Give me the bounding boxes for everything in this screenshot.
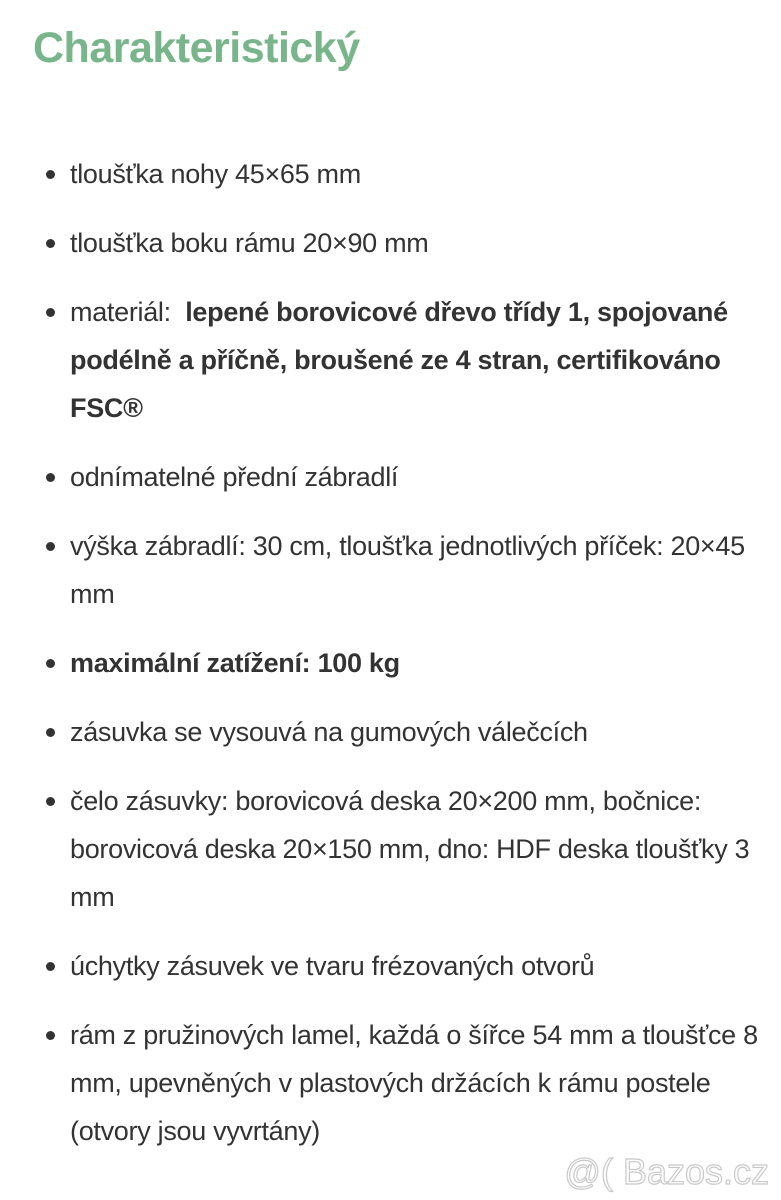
bullet-icon bbox=[46, 659, 55, 668]
spec-item-drawer-rollers bbox=[0, 708, 781, 756]
spec-text: maximální zatížení: 100 kg bbox=[70, 648, 400, 678]
spec-item-slatted-frame bbox=[0, 1011, 781, 1155]
spec-item-rail-height bbox=[0, 522, 781, 618]
bullet-icon bbox=[46, 728, 55, 737]
spec-item-drawer-handles bbox=[0, 942, 781, 990]
spec-label: materiál: bbox=[70, 297, 186, 327]
bullet-icon bbox=[46, 239, 55, 248]
bullet-icon bbox=[46, 170, 55, 179]
section-heading: Charakteristický bbox=[33, 24, 360, 72]
spec-item-max-load bbox=[0, 639, 781, 687]
spec-text: zásuvka se vysouvá na gumových válečcích bbox=[70, 717, 588, 747]
bullet-icon bbox=[46, 962, 55, 971]
spec-text: lepené borovicové dřevo třídy 1, spojované podélně a příčně, broušené ze 4 stran, certifikováno FSC® bbox=[70, 297, 728, 423]
spec-item-frame-side-thickness bbox=[0, 219, 781, 267]
bullet-icon bbox=[46, 308, 55, 317]
spec-item-material bbox=[0, 288, 781, 432]
bullet-icon bbox=[46, 473, 55, 482]
spec-text: tloušťka nohy 45×65 mm bbox=[70, 159, 361, 189]
spec-list bbox=[0, 150, 781, 1176]
bullet-icon bbox=[46, 797, 55, 806]
bazos-watermark: @( Bazos.cz bbox=[564, 1151, 769, 1192]
spec-text: rám z pružinových lamel, každá o šířce 54 mm a tloušťce 8 mm, upevněných v plastových držácích k rámu postele (otvory jsou vyvrtány) bbox=[70, 1020, 758, 1146]
spec-item-drawer-boards bbox=[0, 777, 781, 921]
spec-item-removable-rail bbox=[0, 453, 781, 501]
spec-text: čelo zásuvky: borovicová deska 20×200 mm, bočnice: borovicová deska 20×150 mm, dno: HDF deska tloušťky 3 mm bbox=[70, 786, 750, 912]
spec-item-leg-thickness bbox=[0, 150, 781, 198]
spec-text: úchytky zásuvek ve tvaru frézovaných otvorů bbox=[70, 951, 595, 981]
spec-text: odnímatelné přední zábradlí bbox=[70, 462, 399, 492]
spec-text: výška zábradlí: 30 cm, tloušťka jednotlivých příček: 20×45 mm bbox=[70, 531, 745, 609]
bullet-icon bbox=[46, 542, 55, 551]
spec-text: tloušťka boku rámu 20×90 mm bbox=[70, 228, 429, 258]
bullet-icon bbox=[46, 1031, 55, 1040]
